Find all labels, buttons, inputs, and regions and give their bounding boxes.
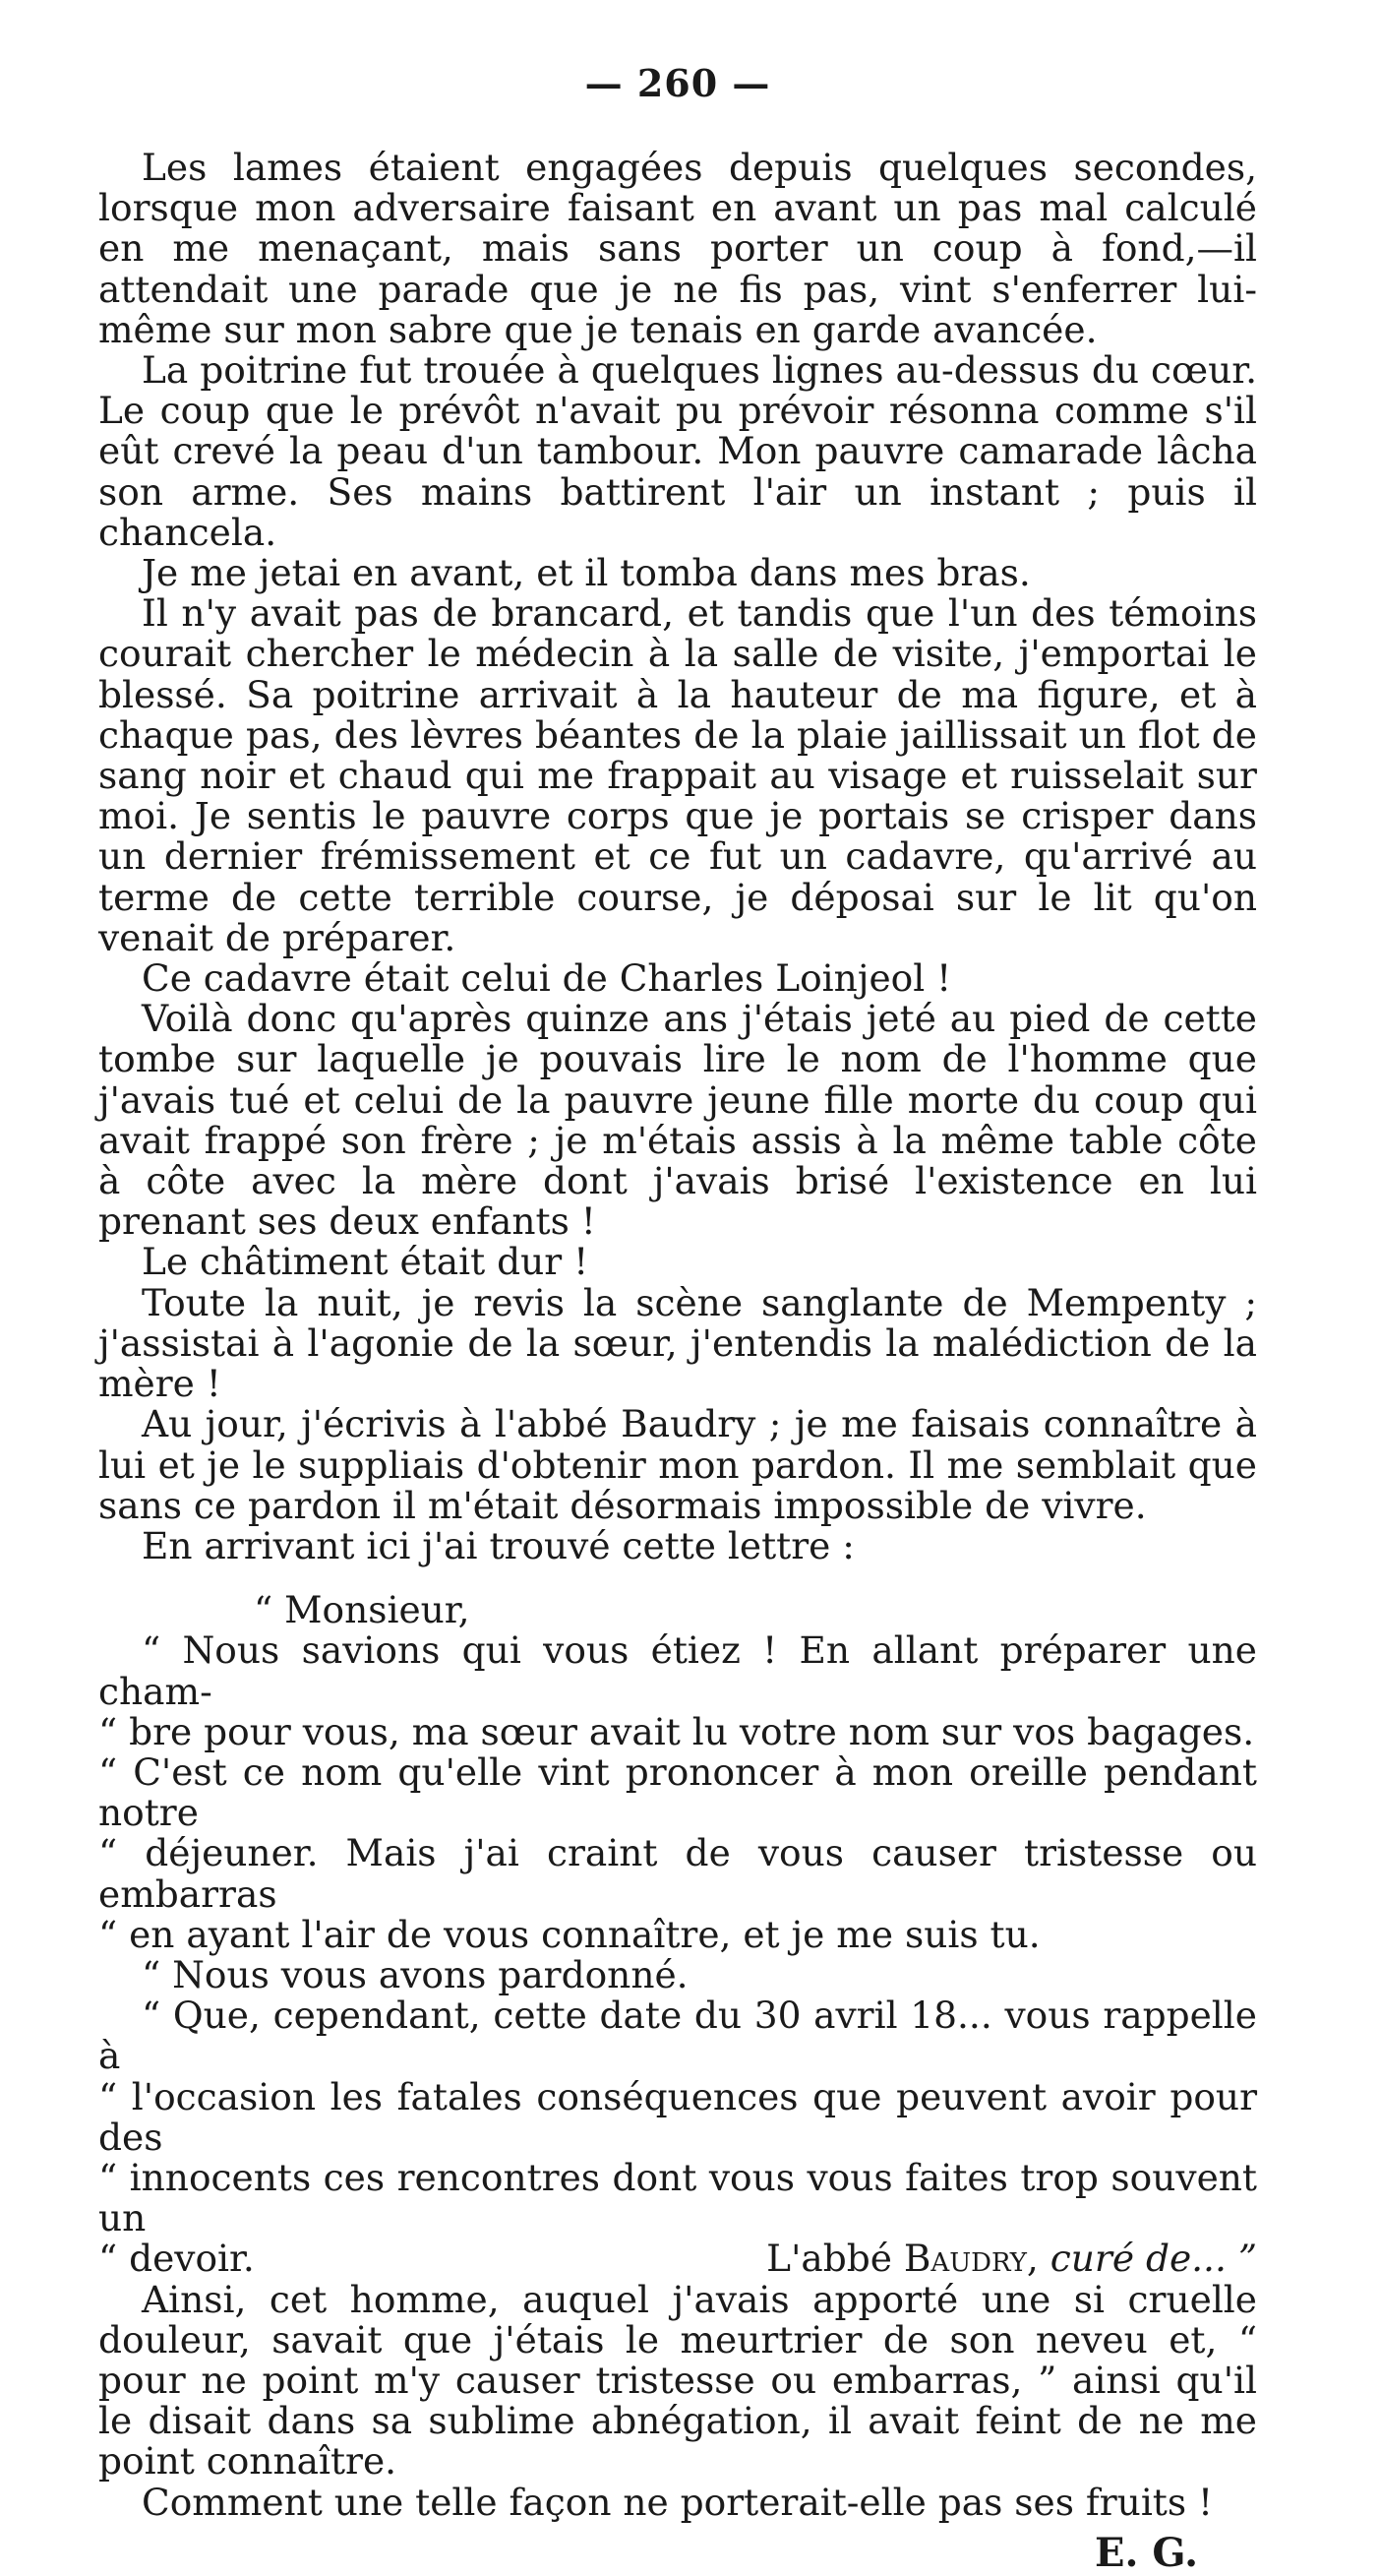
paragraph: Il n'y avait pas de brancard, et tandis que l'un des témoins courait chercher le médecin à la salle de visite, j'emportai le blessé. Sa poitrine arrivait à la hauteur de ma figure, et à chaque pas, des lèvres béantes de la plaie jaillissait un flot de sang noir et chaud qui me frappait au visage et ruisselait sur moi. Je sentis le pauvre corps que je portais se crisper dans un dernier frémissement et ce fut un cadavre, qu'arrivé au terme de cette terrible course, je déposai sur le lit qu'on venait de préparer. [98, 591, 1257, 959]
letter-line: “ C'est ce nom qu'elle vint prononcer à mon oreille pendant notre [98, 1749, 1257, 1835]
paragraph: Au jour, j'écrivis à l'abbé Baudry ; je me faisais connaître à lui et je le suppliais d'obtenir mon pardon. Il me semblait que sans ce pardon il m'était désormais impossible de vivre. [98, 1402, 1257, 1527]
paragraph: La poitrine fut trouée à quelques lignes au-dessus du cœur. Le coup que le prévôt n'avait pu prévoir résonna comme s'il eût crevé la peau d'un tambour. Mon pauvre camarade lâcha son arme. Ses mains battirent l'air un instant ; puis il chancela. [98, 348, 1257, 554]
paragraph: Ce cadavre était celui de Charles Loinjeol ! [142, 956, 952, 1001]
paragraph: Comment une telle façon ne porterait-elle pas ses fruits ! [142, 2480, 1214, 2524]
page-body [98, 148, 1257, 2523]
page-number: — 260 — [584, 61, 771, 105]
letter-line: “ bre pour vous, ma sœur avait lu votre nom sur vos bagages. [98, 1709, 1255, 1753]
letter-signature [766, 2239, 1257, 2279]
book-page [98, 59, 1257, 2576]
letter-salutation: “ Monsieur, [254, 1588, 470, 1632]
paragraph: En arrivant ici j'ai trouvé cette lettre : [142, 1523, 855, 1567]
signature-suffix: curé de... ” [1038, 2237, 1257, 2281]
paragraph: Ainsi, cet homme, auquel j'avais apporté une si cruelle douleur, savait que j'étais le meurtrier de son neveu et, “ pour ne point m'y causer tristesse ou embarras, ” ainsi qu'il le disait dans sa sublime abnégation, il avait feint de ne me point connaître. [98, 2277, 1257, 2484]
letter-line: “ l'occasion les fatales conséquences que peuvent avoir pour des [98, 2074, 1257, 2159]
paragraph: Les lames étaient engagées depuis quelques secondes, lorsque mon adversaire faisant en avant un pas mal calculé en me menaçant, mais sans porter un coup à fond,—il attendait une parade que je ne fis pas, vint s'enferrer lui-même sur mon sabre que je tenais en garde avancée. [98, 146, 1257, 351]
letter-signoff [98, 2239, 1257, 2279]
letter-line: “ en ayant l'air de vous connaître, et je me suis tu. [98, 1912, 1041, 1956]
letter-line: “ Nous savions qui vous étiez ! En allant préparer une cham- [98, 1628, 1257, 1713]
paragraph: Voilà donc qu'après quinze ans j'étais jeté au pied de cette tombe sur laquelle je pouvais lire le nom de l'homme que j'avais tué et celui de la pauvre jeune fille morte du coup qui avait frappé son frère ; je m'étais assis à la même table côte à côte avec la mère dont j'avais brisé l'existence en lui prenant ses deux enfants ! [98, 997, 1257, 1244]
letter-line: “ innocents ces rencontres dont vous vous faites trop souvent un [98, 2155, 1257, 2240]
quoted-letter [98, 1590, 1257, 2279]
letter-line: “ déjeuner. Mais j'ai craint de vous causer tristesse ou embarras [98, 1831, 1257, 1916]
signature-name: Baudry, [903, 2237, 1039, 2281]
author-initials: E. G. [1095, 2529, 1198, 2576]
paragraph: Le châtiment était dur ! [142, 1240, 589, 1284]
paragraph: Toute la nuit, je revis la scène sanglante de Mempenty ; j'assistai à l'agonie de la sœur, j'entendis la malédiction de la mère ! [98, 1280, 1257, 1406]
letter-line: “ Que, cependant, cette date du 30 avril 18... vous rappelle à [98, 1993, 1257, 2078]
paragraph: Je me jetai en avant, et il tomba dans mes bras. [142, 551, 1031, 595]
letter-closing: “ devoir. [98, 2237, 255, 2281]
signature-prefix: L'abbé [766, 2237, 904, 2281]
letter-line: “ Nous vous avons pardonné. [142, 1952, 689, 1996]
